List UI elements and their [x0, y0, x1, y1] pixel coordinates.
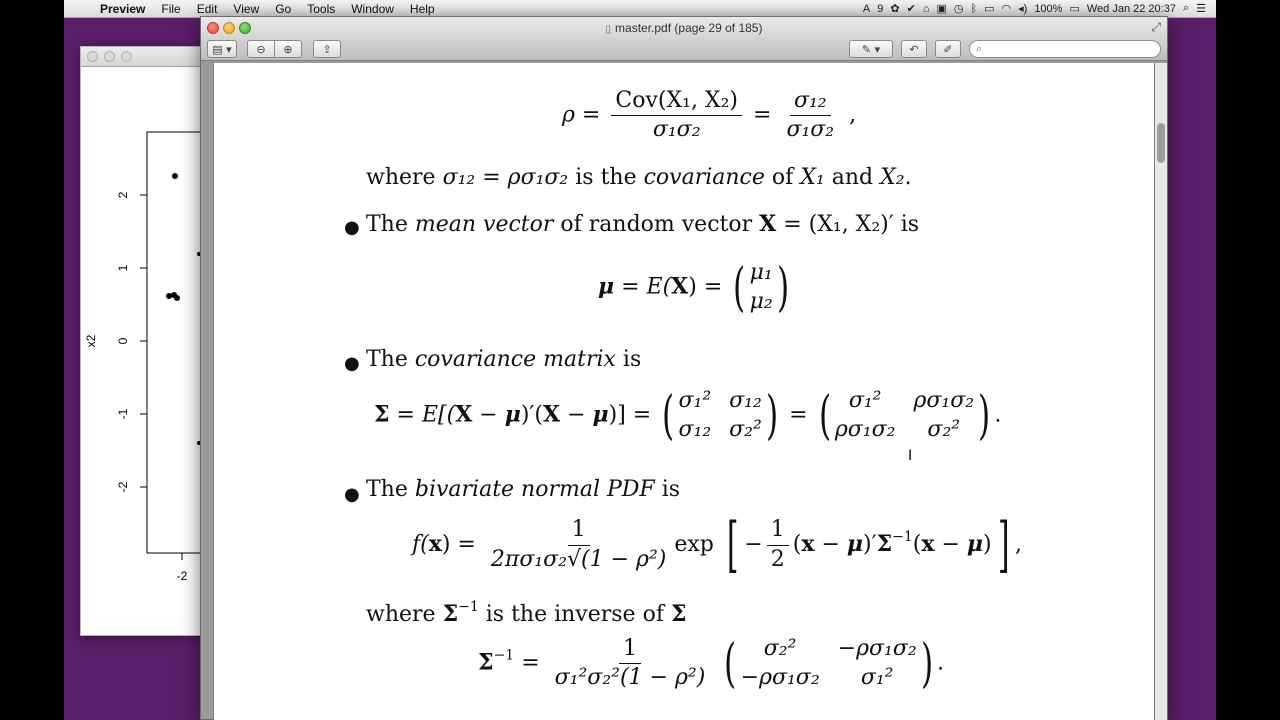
- y-tick-label-2: 2: [116, 191, 130, 199]
- pdf-sigma: Σ: [876, 531, 893, 557]
- rho-num-2: σ₁₂: [790, 89, 831, 116]
- pdf-b1: (: [792, 532, 802, 557]
- preview-titlebar[interactable]: [201, 17, 1167, 39]
- where2-sigma: Σ: [442, 601, 459, 627]
- camera-icon[interactable]: ▣: [936, 3, 947, 15]
- rho-equals: =: [753, 102, 772, 128]
- bullet3-c: is: [654, 477, 681, 502]
- right-paren: ): [920, 633, 933, 694]
- zoom-in-button[interactable]: ⊕: [274, 40, 302, 58]
- mean-vector-line: [366, 211, 919, 237]
- sigma-lhs: Σ: [374, 401, 390, 428]
- inv-d: σ₁²: [860, 664, 894, 690]
- where2-b: is the inverse of: [478, 602, 671, 627]
- rho-comma: ,: [849, 102, 857, 128]
- bullet2-c: is: [615, 347, 642, 372]
- r-close-button[interactable]: [87, 51, 98, 62]
- bullet1-a: The: [366, 212, 415, 237]
- sigma-matrix-1: [679, 387, 762, 444]
- search-icon: ⌕: [976, 42, 983, 55]
- mu-lhs: μ: [598, 273, 615, 300]
- pdf-b3: )′: [862, 532, 877, 557]
- pdf-lhs: f(: [412, 532, 429, 557]
- rho-lhs: ρ =: [562, 102, 601, 128]
- inverse-equation: [478, 635, 944, 692]
- battery-icon: ▭: [1069, 3, 1080, 15]
- bullet1-b: mean vector: [414, 212, 554, 237]
- inv-num: 1: [619, 637, 641, 664]
- y-tick-label-1: 1: [116, 264, 130, 272]
- pdf-equation: [412, 510, 1023, 580]
- text-cursor-icon: I: [908, 448, 913, 464]
- mu-vector-2: μ₂: [749, 288, 773, 314]
- sigma-m1: −: [472, 402, 505, 428]
- m1-d: σ₂²: [729, 416, 762, 442]
- where-inverse-line: [366, 599, 687, 627]
- menu-app-preview[interactable]: Preview: [100, 1, 146, 16]
- inv-matrix: [741, 635, 917, 692]
- r-minimize-button[interactable]: [104, 51, 115, 62]
- bivariate-pdf-line: [366, 477, 680, 502]
- pdf-den: 2πσ₁σ₂√(1 − ρ²): [490, 546, 667, 572]
- where1-i: .: [904, 165, 912, 190]
- bullet1-c: of random vector: [553, 212, 760, 237]
- sigma-X1: X: [455, 401, 473, 428]
- where1-b: σ₁₂ = ρσ₁σ₂: [442, 165, 569, 190]
- vertical-scrollbar[interactable]: [1155, 63, 1167, 720]
- bullet2-a: The: [366, 347, 415, 372]
- menu-edit[interactable]: Edit: [196, 1, 218, 16]
- y-axis-label: x2: [84, 334, 98, 348]
- zoom-out-button[interactable]: ⊖: [247, 40, 275, 58]
- window-title: [201, 21, 1167, 35]
- inv-a: σ₂²: [763, 636, 797, 661]
- inv-eq: =: [514, 650, 540, 676]
- inv-den: σ₁²σ₂²(1 − ρ²): [554, 665, 706, 691]
- m2-b: ρσ₁σ₂: [913, 388, 975, 413]
- status-area: [863, 2, 1216, 15]
- adobe-count: 9: [877, 2, 884, 15]
- window-title-text: master.pdf (page 29 of 185): [615, 21, 763, 35]
- battery-percent[interactable]: 100%: [1034, 2, 1063, 15]
- m2-c: ρσ₁σ₂: [834, 416, 896, 442]
- m2-a: σ₁²: [848, 388, 882, 413]
- rotate-button[interactable]: ↶: [901, 40, 927, 58]
- inv-c: −ρσ₁σ₂: [740, 664, 820, 690]
- mu-lhs-rest: = E(: [614, 274, 672, 300]
- pdf-b2: −: [814, 532, 847, 557]
- notification-icon[interactable]: ☰: [1196, 3, 1206, 15]
- bullet-icon: ●: [344, 217, 360, 238]
- annotate-button[interactable]: ✎ ▾: [849, 40, 893, 58]
- pdf-num: 1: [568, 518, 590, 545]
- rho-equation: [562, 89, 856, 142]
- letterbox-left: [0, 0, 64, 720]
- r-maximize-button[interactable]: [121, 51, 132, 62]
- rho-den-1: σ₁σ₂: [652, 117, 701, 143]
- inv-sup: −1: [493, 647, 515, 664]
- left-paren: (: [733, 257, 746, 318]
- right-paren: ): [978, 385, 991, 446]
- half-num: 1: [767, 518, 789, 545]
- where1-f: X₁: [800, 165, 825, 190]
- sigma-equation: [374, 387, 1001, 444]
- timemachine-icon[interactable]: ◷: [953, 3, 964, 15]
- bullet1-e: = (X₁, X₂)′ is: [776, 212, 920, 237]
- sigma-mid2: )′(: [520, 402, 543, 428]
- point: [172, 173, 178, 179]
- search-field[interactable]: [969, 40, 1161, 58]
- pdf-x2: x: [801, 531, 815, 557]
- where1-e: of: [764, 165, 801, 190]
- clock[interactable]: Wed Jan 22 20:37: [1086, 2, 1176, 15]
- right-paren: ): [776, 257, 789, 318]
- spotlight-icon[interactable]: ⌕: [1182, 2, 1190, 14]
- home-icon[interactable]: ⌂: [922, 2, 930, 15]
- pdf-lhs2: ) =: [441, 532, 476, 557]
- pdf-b6: ): [983, 532, 992, 557]
- edit-toolbar-button[interactable]: ✐: [935, 40, 961, 58]
- y-tick-label-neg2: -2: [116, 481, 130, 493]
- x-tick-label: -2: [176, 569, 188, 583]
- inv-b: −ρσ₁σ₂: [837, 636, 917, 661]
- where2-a: where: [366, 602, 443, 627]
- y-tick-label-0: 0: [116, 337, 130, 345]
- where1-a: where: [366, 165, 443, 190]
- sigma-m2: −: [560, 402, 593, 428]
- where2-sigma2: Σ: [670, 601, 687, 627]
- sidebar-view-button[interactable]: ▤ ▾: [207, 40, 237, 58]
- where-covariance-line: [366, 165, 912, 190]
- where2-sup: −1: [458, 599, 479, 615]
- sigma-mid: = E[(: [389, 402, 456, 428]
- left-paren: (: [662, 385, 675, 446]
- x-axis: [177, 553, 188, 583]
- pdf-fraction: [487, 518, 670, 571]
- mu-X: X: [671, 273, 689, 300]
- mean-equation: [598, 259, 793, 316]
- sigma-dot: .: [994, 402, 1002, 428]
- sigma-eq2: =: [789, 402, 808, 428]
- share-button[interactable]: ⇪: [313, 40, 341, 58]
- m2-d: σ₂²: [927, 416, 961, 442]
- inv-fraction: [551, 637, 710, 690]
- pdf-x: x: [428, 531, 442, 557]
- toolbar: [201, 39, 1167, 61]
- half-fraction: [767, 518, 789, 571]
- half-den: 2: [770, 546, 785, 572]
- y-tick-label-neg1: -1: [116, 408, 130, 420]
- pdf-b5: −: [934, 532, 967, 557]
- y-axis: [84, 191, 147, 492]
- left-bracket: [: [726, 510, 739, 580]
- menu-go[interactable]: Go: [275, 1, 292, 16]
- sigma-matrix-2: [835, 387, 974, 444]
- bluetooth-icon[interactable]: ᛒ: [970, 2, 978, 15]
- check-icon[interactable]: ✔: [906, 3, 916, 15]
- rho-den-2: σ₁σ₂: [786, 117, 835, 143]
- adobe-icon[interactable]: A: [862, 2, 871, 15]
- bullet1-d: X: [759, 211, 777, 237]
- pdf-minus: −: [744, 532, 763, 557]
- sync-icon[interactable]: ✿: [890, 3, 900, 15]
- menu-tools[interactable]: Tools: [307, 1, 336, 16]
- left-paren: (: [724, 633, 737, 694]
- preview-window[interactable]: [200, 16, 1168, 720]
- sigma-X2: X: [543, 401, 561, 428]
- pdf-x3: x: [921, 531, 935, 557]
- pdf-mu: μ: [846, 531, 863, 557]
- pdf-exp: exp: [674, 532, 714, 557]
- right-paren: ): [765, 385, 779, 446]
- bullet-icon: ●: [344, 353, 360, 374]
- menu-file[interactable]: File: [161, 1, 181, 16]
- rho-num-1: Cov(X₁, X₂): [611, 89, 742, 116]
- letterbox-right: [1216, 0, 1280, 720]
- m1-a: σ₁²: [678, 388, 712, 413]
- m1-b: σ₁₂: [729, 388, 762, 413]
- bullet-icon: ●: [344, 484, 360, 505]
- inv-dot: .: [936, 650, 944, 676]
- right-bracket: ]: [997, 510, 1010, 580]
- sigma-mu2: μ: [592, 401, 609, 428]
- wifi-icon[interactable]: ◠: [1001, 3, 1012, 15]
- rho-fraction-2: [782, 89, 838, 142]
- mu-vector-1: μ₁: [749, 260, 773, 285]
- point: [166, 293, 172, 299]
- point: [174, 295, 180, 301]
- menu-window[interactable]: Window: [351, 1, 394, 16]
- mu-close: ) =: [688, 274, 723, 300]
- volume-icon[interactable]: ◂): [1018, 3, 1028, 15]
- bullet2-b: covariance matrix: [414, 347, 616, 372]
- display-icon[interactable]: ▭: [984, 3, 995, 15]
- covariance-matrix-line: [366, 347, 641, 372]
- where1-g: and: [824, 165, 881, 190]
- m1-c: σ₁₂: [678, 416, 712, 442]
- where1-c: is the: [568, 165, 644, 190]
- scroll-thumb[interactable]: [1157, 123, 1165, 163]
- desktop: [64, 0, 1216, 720]
- pdf-document-icon: ▯: [605, 24, 612, 35]
- menu-view[interactable]: View: [233, 1, 260, 16]
- pdf-tail: ,: [1015, 532, 1023, 557]
- sigma-end: )] =: [608, 402, 652, 428]
- fullscreen-icon[interactable]: ⤢: [1151, 20, 1161, 34]
- where1-d: covariance: [643, 165, 765, 190]
- rho-fraction-1: [611, 89, 742, 142]
- pdf-b4: (: [912, 532, 922, 557]
- where1-h: X₂: [880, 165, 905, 190]
- mu-vector: [750, 259, 773, 316]
- pdf-page[interactable]: [213, 63, 1155, 720]
- sigma-mu1: μ: [504, 401, 521, 428]
- pdf-mu2: μ: [966, 531, 984, 557]
- menu-help[interactable]: Help: [409, 1, 435, 16]
- inv-sigma: Σ: [478, 649, 494, 676]
- points: [166, 173, 201, 445]
- bullet3-a: The: [366, 477, 415, 502]
- bullet3-b: bivariate normal PDF: [414, 477, 655, 502]
- pdf-sup: −1: [892, 529, 913, 545]
- left-paren: (: [818, 385, 831, 446]
